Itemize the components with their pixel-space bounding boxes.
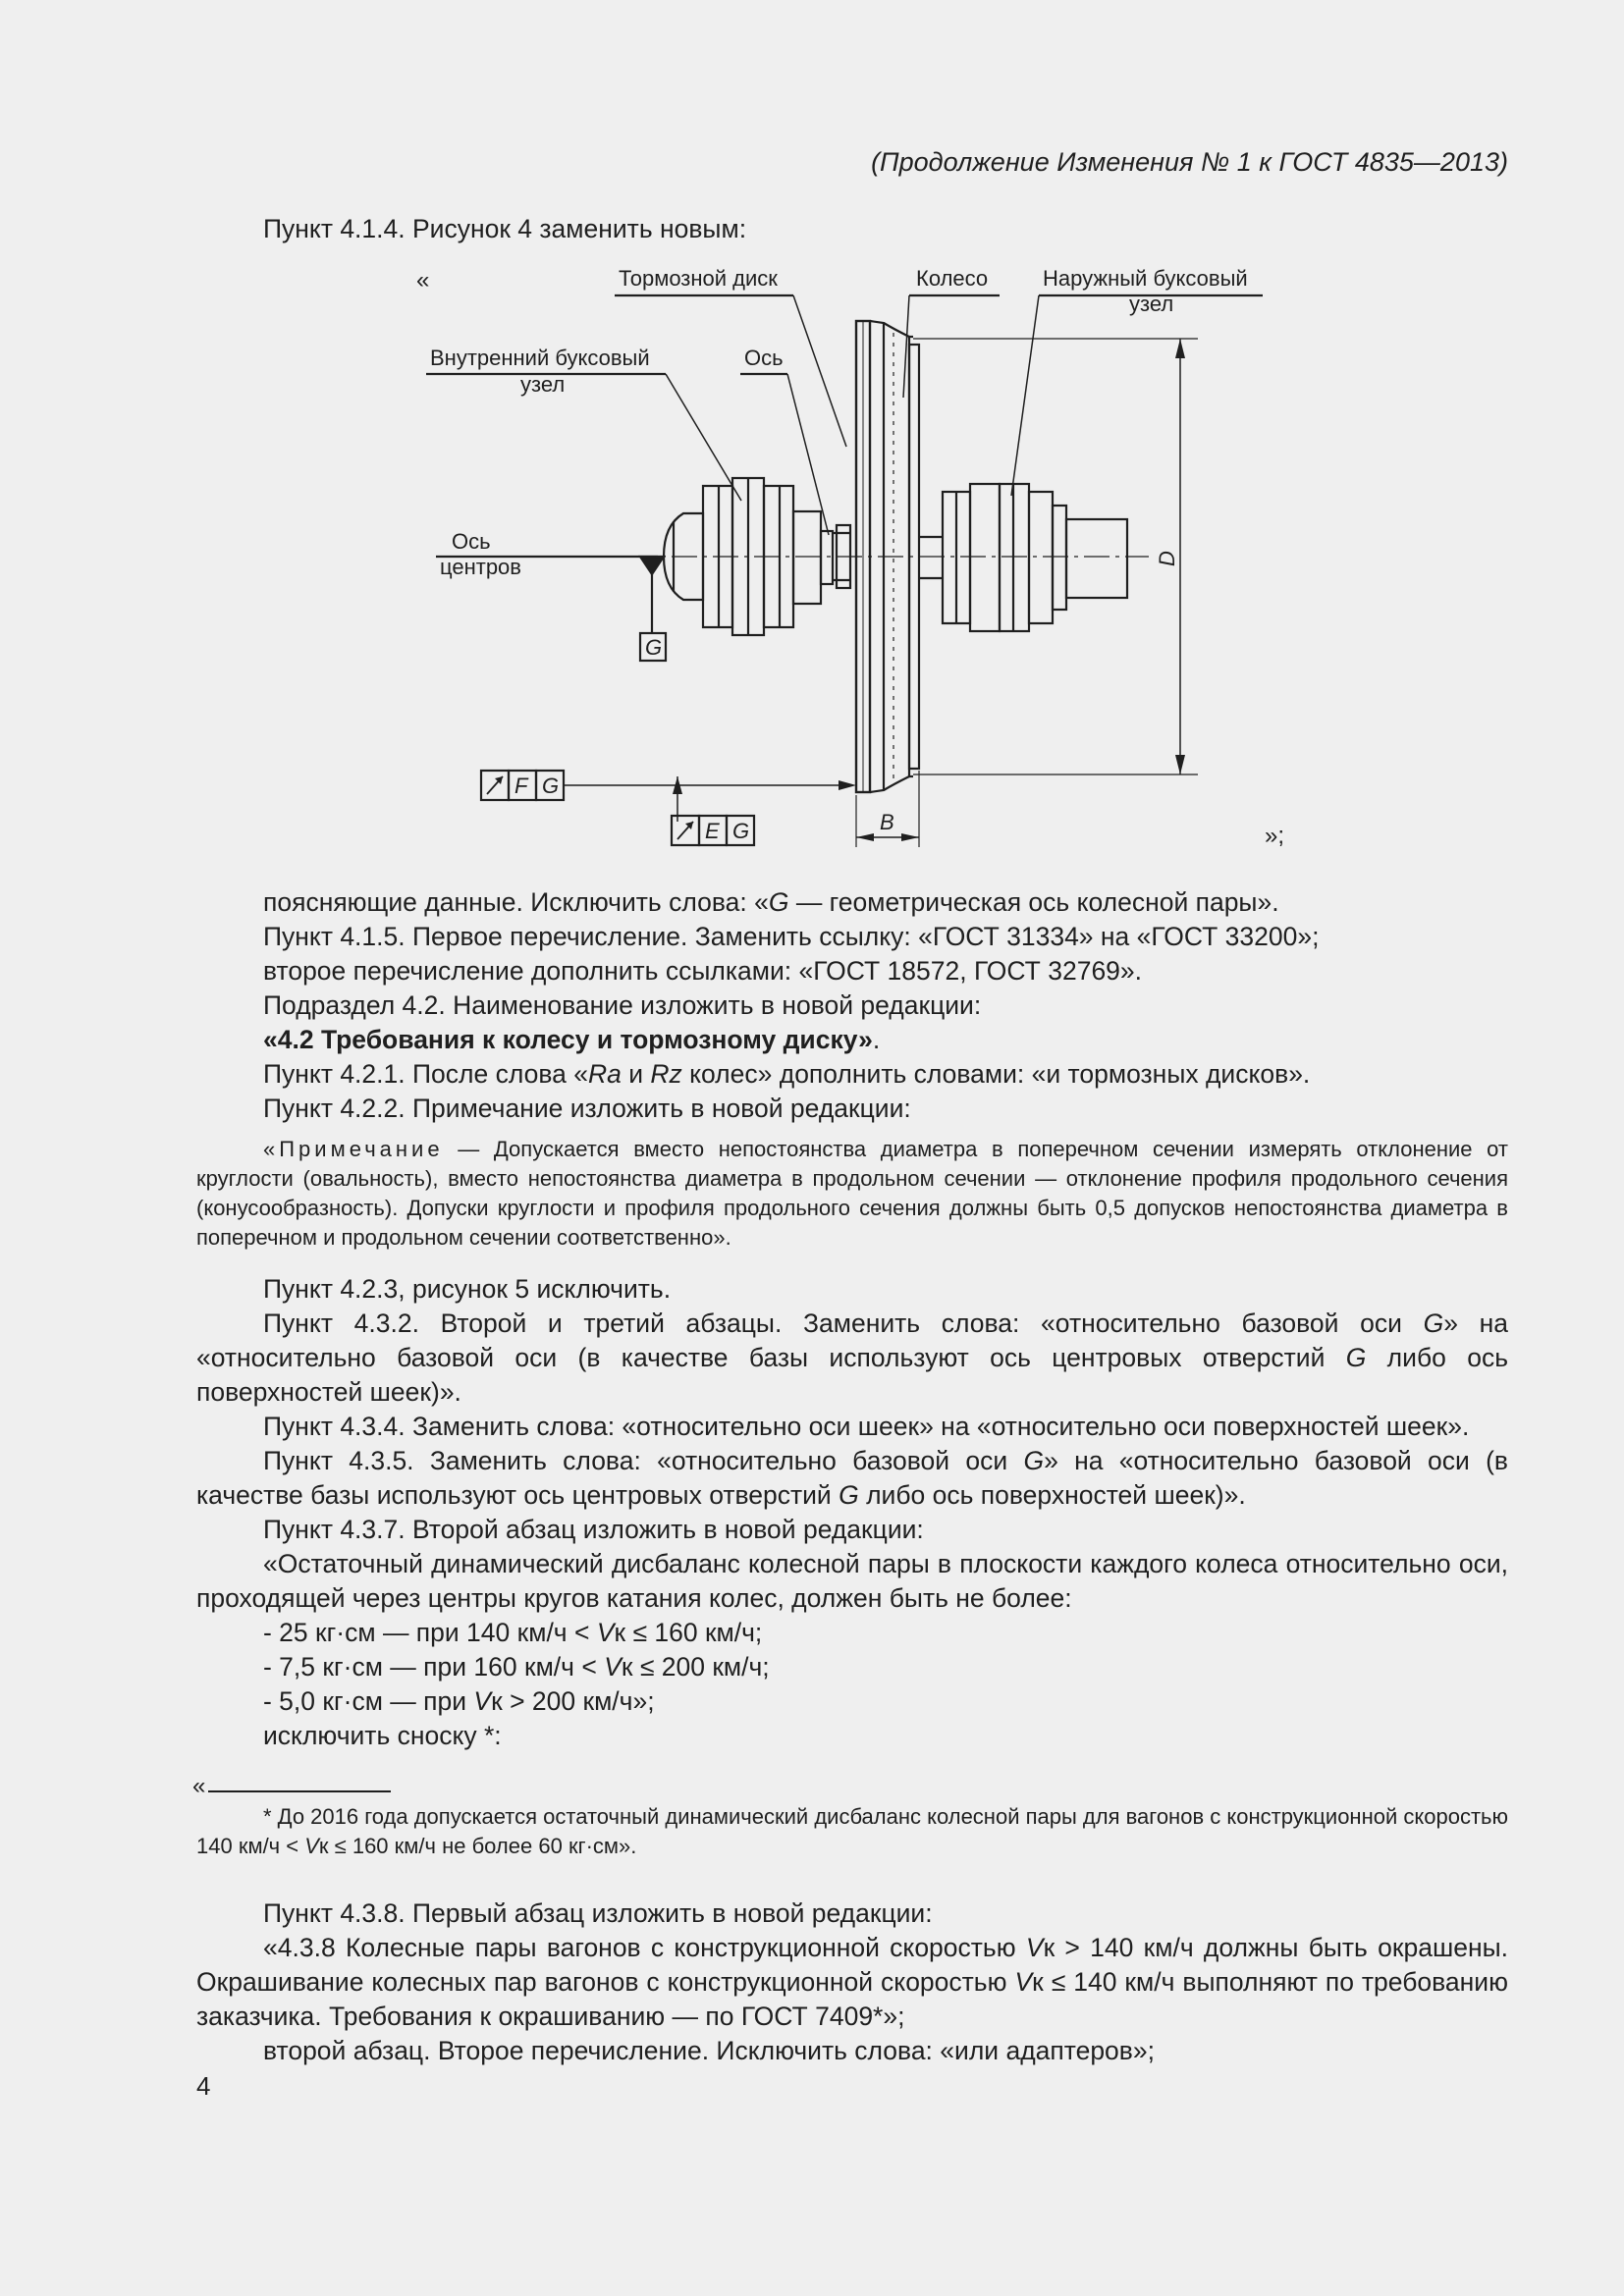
label-brake-disc-text: Тормозной диск (619, 266, 778, 291)
label-outer-box-line2: узел (1129, 292, 1174, 316)
para-4-3-2: Пункт 4.3.2. Второй и третий абзацы. Заменить слова: «относительно базовой оси G» на «относительно базовой оси (в качестве базы используют ось центровых отверстий G либо ось поверхностей шеек)». (196, 1308, 1508, 1407)
label-inner-box (426, 346, 741, 501)
list-item-2: - 7,5 кг·см — при 160 км/ч < Vк ≤ 200 км/ч; (263, 1652, 770, 1682)
label-wheel-text: Колесо (916, 266, 989, 291)
label-center-axis-line2: центров (440, 555, 521, 579)
para-second-paragraph: второй абзац. Второе перечисление. Исключить слова: «или адаптеров»; (263, 2036, 1155, 2065)
label-outer-box (1011, 266, 1263, 496)
para-4-3-7: Пункт 4.3.7. Второй абзац изложить в новой редакции: (263, 1515, 924, 1544)
tol1-letter-g: G (542, 774, 560, 798)
tol1-letter-f: F (514, 774, 528, 798)
tolerance-frame-runout-fg (481, 771, 856, 800)
label-axle (740, 346, 829, 535)
tol2-letter-e: E (705, 819, 720, 843)
figure-quote-open: « (416, 267, 430, 294)
wheelset-drawing (393, 260, 1316, 859)
datum-g-letter: G (645, 635, 663, 660)
label-outer-box-line1: Наружный буксовый (1043, 266, 1248, 291)
label-center-axis (436, 529, 666, 661)
label-wheel (903, 266, 1000, 398)
tolerance-frame-runout-eg (672, 776, 754, 845)
para-new-heading: «4.2 Требования к колесу и тормозному диску». (263, 1025, 881, 1054)
para-explanations: поясняющие данные. Исключить слова: «G — геометрическая ось колесной пары». (263, 887, 1279, 917)
label-axle-text: Ось (744, 346, 784, 370)
footnote-quote: « (192, 1773, 206, 1799)
footnote-rule (208, 1790, 391, 1792)
para-4-1-5: Пункт 4.1.5. Первое перечисление. Заменить ссылку: «ГОСТ 31334» на «ГОСТ 33200»; (263, 922, 1320, 951)
para-subsection-4-2: Подраздел 4.2. Наименование изложить в новой редакции: (263, 990, 982, 1020)
para-4-2-3: Пункт 4.2.3, рисунок 5 исключить. (263, 1274, 672, 1304)
tol2-letter-g: G (732, 819, 750, 843)
list-item-1: - 25 кг·см — при 140 км/ч < Vк ≤ 160 км/ч; (263, 1618, 763, 1647)
footnote-text: * До 2016 года допускается остаточный динамический дисбаланс колесной пары для вагонов с конструкционной скоростью 140 км/ч < Vк ≤ 160 км/ч не более 60 кг·см». (196, 1804, 1508, 1858)
dimension-b (856, 771, 919, 847)
para-4-3-4: Пункт 4.3.4. Заменить слова: «относительно оси шеек» на «относительно оси поверхностей шеек». (263, 1412, 1470, 1441)
list-item-3: - 5,0 кг·см — при Vк > 200 км/ч»; (263, 1686, 655, 1716)
dimension-d-letter: D (1155, 551, 1179, 566)
para-4-2-1: Пункт 4.2.1. После слова «Ra и Rz колес» дополнить словами: «и тормозных дисков». (263, 1059, 1311, 1089)
page-number: 4 (196, 2071, 211, 2101)
figure-quote-close: »; (1265, 823, 1285, 849)
running-header: (Продолжение Изменения № 1 к ГОСТ 4835—2013) (871, 147, 1508, 177)
para-imbalance: «Остаточный динамический дисбаланс колесной пары в плоскости каждого колеса относительно оси, проходящей через центры кругов катания колес, должен быть не более: (196, 1549, 1508, 1613)
intro-paragraph: Пункт 4.1.4. Рисунок 4 заменить новым: (263, 214, 747, 243)
para-second-listing: второе перечисление дополнить ссылками: «ГОСТ 18572, ГОСТ 32769». (263, 956, 1143, 986)
wheelset-figure (393, 260, 1316, 859)
para-4-2-2: Пункт 4.2.2. Примечание изложить в новой редакции: (263, 1094, 911, 1123)
outer-box-assembly (919, 484, 1127, 631)
para-remove-footnote: исключить сноску *: (263, 1721, 502, 1750)
label-inner-box-line2: узел (520, 372, 566, 397)
para-4-3-5: Пункт 4.3.5. Заменить слова: «относительно базовой оси G» на «относительно базовой оси (в качестве базы используют ось центровых отверстий G либо ось поверхностей шеек)». (196, 1446, 1508, 1510)
label-inner-box-line1: Внутренний буксовый (430, 346, 650, 370)
para-painting: «4.3.8 Колесные пары вагонов с конструкционной скоростью Vк > 140 км/ч должны быть окрашены. Окрашивание колесных пар вагонов с конструкционной скоростью Vк ≤ 140 км/ч выполняют по требованию заказчика. Требования к окрашиванию — по ГОСТ 7409*»; (196, 1933, 1508, 2031)
label-center-axis-line1: Ось (452, 529, 491, 554)
para-4-3-8: Пункт 4.3.8. Первый абзац изложить в новой редакции: (263, 1898, 933, 1928)
note-paragraph: «Примечание — Допускается вместо непостоянства диаметра в поперечном сечении измерять отклонение от круглости (овальность), вместо непостоянства диаметра в продольном сечении — отклонение профиля продольного сечения (конусообразность). Допуски круглости и профиля продольного сечения должны быть 0,5 допусков непостоянства диаметра в поперечном и продольном сечении соответственно». (196, 1137, 1508, 1250)
dimension-b-letter: B (880, 810, 894, 834)
